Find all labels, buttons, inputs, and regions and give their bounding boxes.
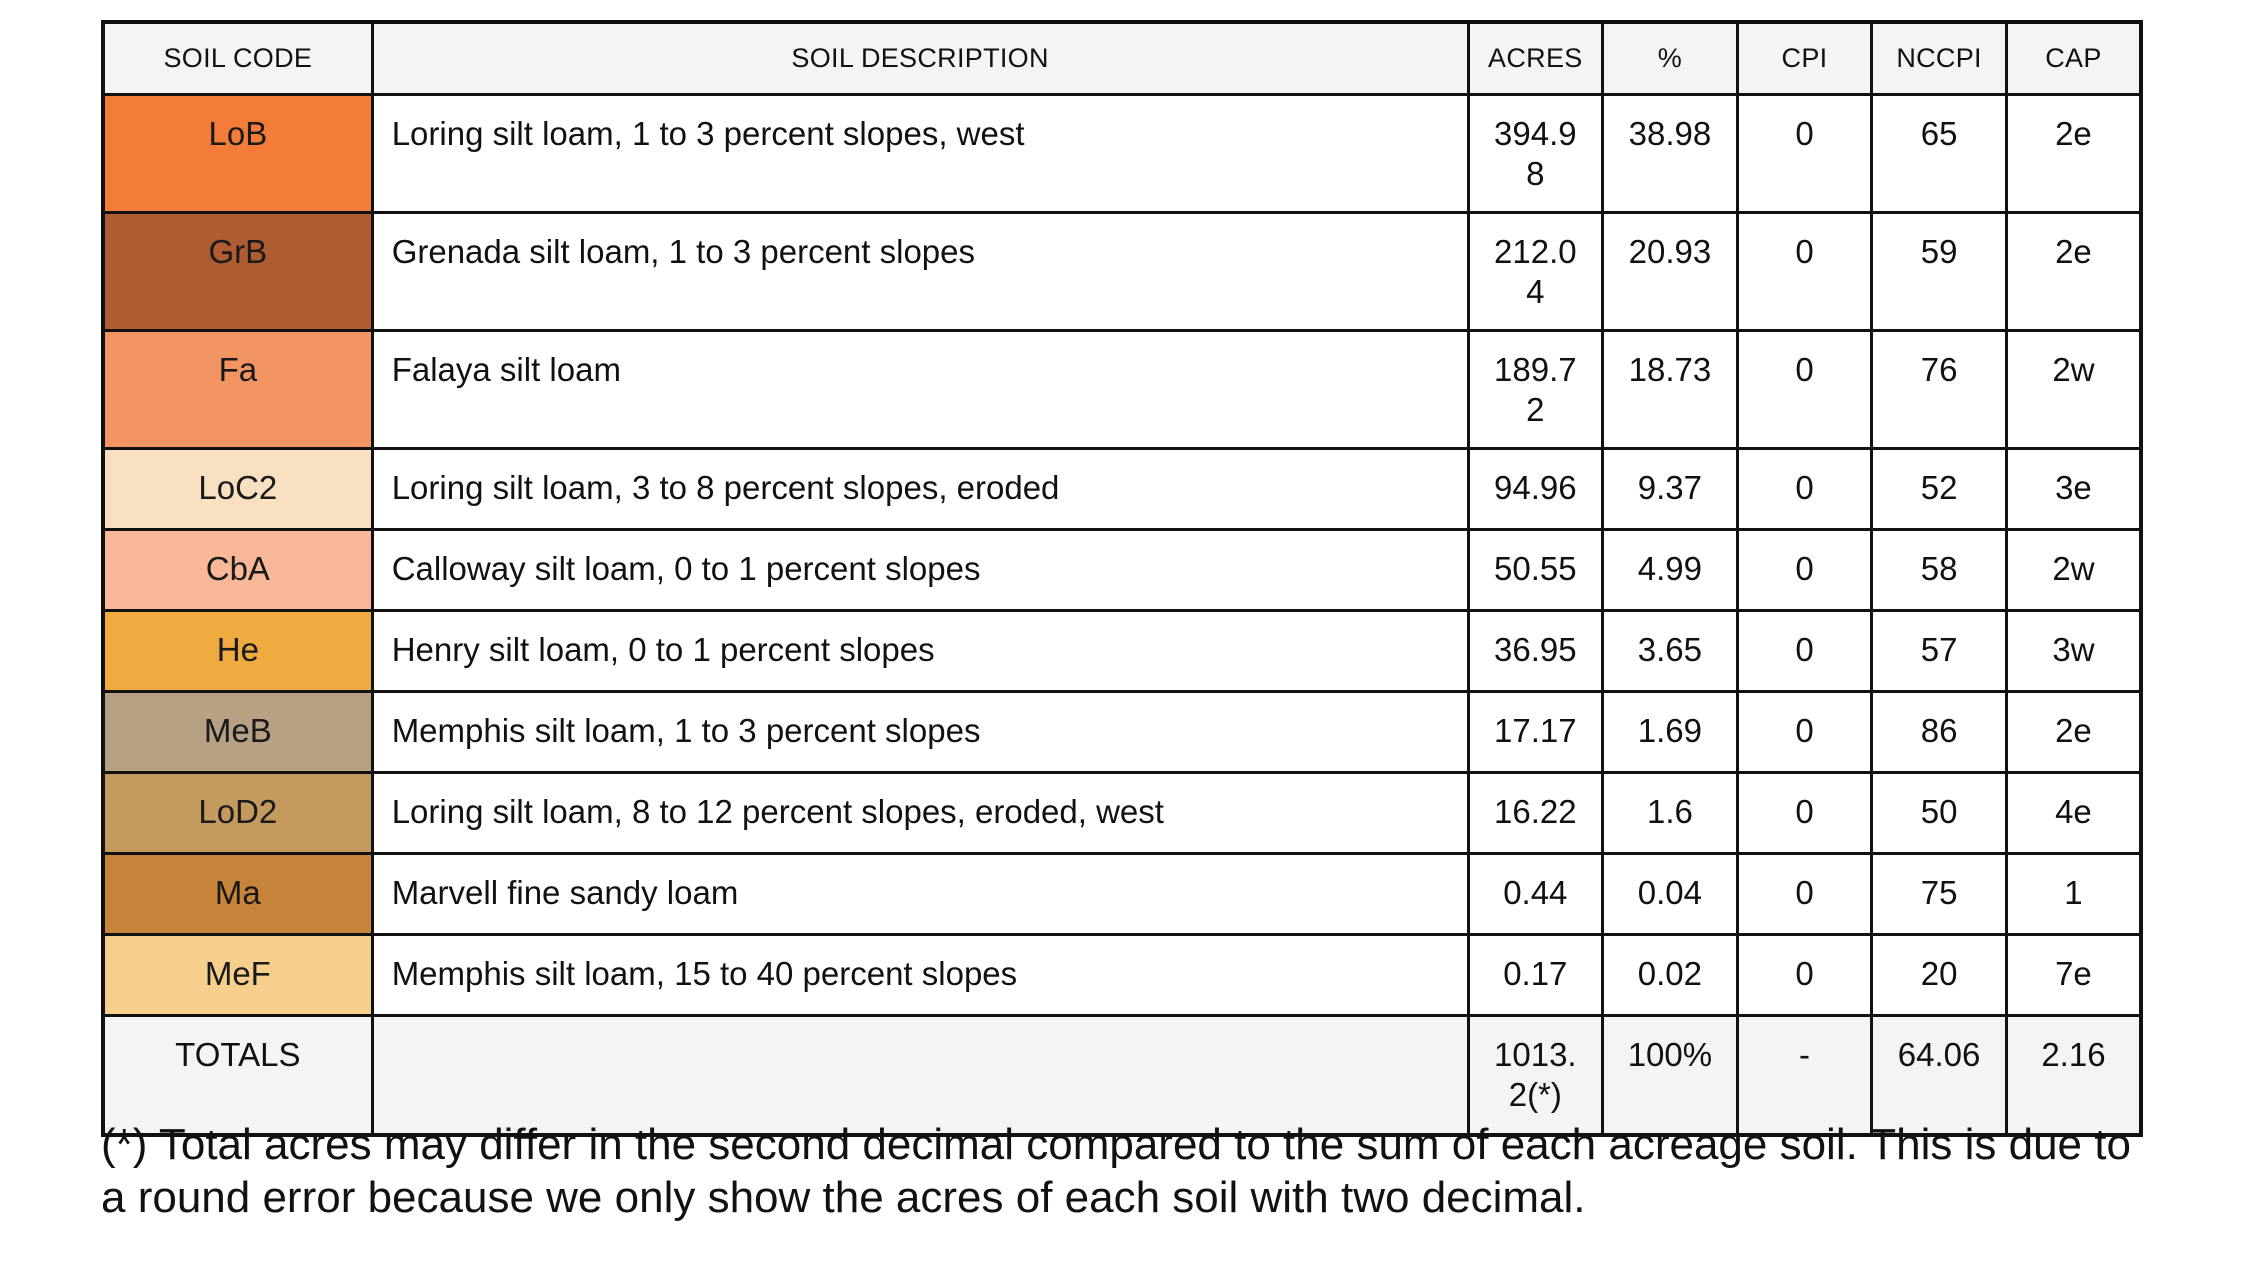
header-soil-code: SOIL CODE (103, 22, 372, 95)
acres-value: 0.44 (1503, 874, 1568, 911)
table-row (103, 692, 2141, 773)
cap-cell: 7e (2006, 935, 2141, 1016)
nccpi-cell: 52 (1872, 449, 2007, 530)
totals-acres: 1013.2(*) (1494, 1036, 1577, 1113)
cpi-cell: 0 (1737, 331, 1872, 449)
cpi-cell: 0 (1737, 611, 1872, 692)
soil-code-cell: Fa (103, 331, 372, 449)
soil-description-cell: Loring silt loam, 1 to 3 percent slopes, west (372, 95, 1468, 213)
cap-cell: 1 (2006, 854, 2141, 935)
soil-description-cell: Falaya silt loam (372, 331, 1468, 449)
totals-label: TOTALS (103, 1016, 372, 1136)
soil-code-cell: LoB (103, 95, 372, 213)
cpi-cell: 0 (1737, 449, 1872, 530)
soil-code-cell: GrB (103, 213, 372, 331)
totals-nccpi: 64.06 (1872, 1016, 2007, 1136)
header-soil-description: SOIL DESCRIPTION (372, 22, 1468, 95)
nccpi-cell: 57 (1872, 611, 2007, 692)
table-row (103, 773, 2141, 854)
cpi-cell: 0 (1737, 935, 1872, 1016)
soil-description-cell: Marvell fine sandy loam (372, 854, 1468, 935)
soil-code-cell: He (103, 611, 372, 692)
soil-code-cell: CbA (103, 530, 372, 611)
cap-cell: 2e (2006, 213, 2141, 331)
acres-value: 50.55 (1494, 550, 1577, 587)
nccpi-cell: 58 (1872, 530, 2007, 611)
acres-cell (1468, 449, 1603, 530)
header-cap: CAP (2006, 22, 2141, 95)
soil-code-cell: MeF (103, 935, 372, 1016)
percent-cell: 18.73 (1603, 331, 1738, 449)
soil-code-cell: LoC2 (103, 449, 372, 530)
table-row (103, 213, 2141, 331)
header-nccpi: NCCPI (1872, 22, 2007, 95)
nccpi-cell: 65 (1872, 95, 2007, 213)
percent-cell: 0.04 (1603, 854, 1738, 935)
table-row (103, 530, 2141, 611)
cap-cell: 2w (2006, 331, 2141, 449)
acres-value: 16.22 (1494, 793, 1577, 830)
soil-description-cell: Calloway silt loam, 0 to 1 percent slopes (372, 530, 1468, 611)
percent-cell: 1.69 (1603, 692, 1738, 773)
soil-code-cell: Ma (103, 854, 372, 935)
nccpi-cell: 86 (1872, 692, 2007, 773)
acres-value: 94.96 (1494, 469, 1577, 506)
acres-cell (1468, 95, 1603, 213)
cpi-cell: 0 (1737, 213, 1872, 331)
cap-cell: 2e (2006, 95, 2141, 213)
cap-cell: 2e (2006, 692, 2141, 773)
percent-cell: 3.65 (1603, 611, 1738, 692)
cap-cell: 3w (2006, 611, 2141, 692)
acres-cell (1468, 935, 1603, 1016)
soil-code-cell: LoD2 (103, 773, 372, 854)
acres-value: 394.98 (1494, 115, 1577, 192)
cap-cell: 3e (2006, 449, 2141, 530)
soil-description-cell: Loring silt loam, 8 to 12 percent slopes, eroded, west (372, 773, 1468, 854)
footnote: (*) Total acres may differ in the second decimal compared to the sum of each acreage soil. This is due to a round error because we only show the acres of each soil with two decimal. (101, 1120, 2131, 1222)
table-row (103, 854, 2141, 935)
acres-cell (1468, 213, 1603, 331)
acres-value: 212.04 (1494, 233, 1577, 310)
table-row (103, 95, 2141, 213)
cpi-cell: 0 (1737, 95, 1872, 213)
soil-table (101, 20, 2143, 1137)
table-row (103, 331, 2141, 449)
nccpi-cell: 76 (1872, 331, 2007, 449)
acres-value: 36.95 (1494, 631, 1577, 668)
percent-cell: 20.93 (1603, 213, 1738, 331)
cap-cell: 2w (2006, 530, 2141, 611)
acres-cell (1468, 692, 1603, 773)
cpi-cell: 0 (1737, 854, 1872, 935)
percent-cell: 1.6 (1603, 773, 1738, 854)
percent-cell: 0.02 (1603, 935, 1738, 1016)
totals-cap: 2.16 (2006, 1016, 2141, 1136)
header-cpi: CPI (1737, 22, 1872, 95)
acres-value: 189.72 (1494, 351, 1577, 428)
soil-description-cell: Henry silt loam, 0 to 1 percent slopes (372, 611, 1468, 692)
percent-cell: 38.98 (1603, 95, 1738, 213)
header-acres: ACRES (1468, 22, 1603, 95)
soil-description-cell: Loring silt loam, 3 to 8 percent slopes, eroded (372, 449, 1468, 530)
acres-cell (1468, 773, 1603, 854)
soil-description-cell: Grenada silt loam, 1 to 3 percent slopes (372, 213, 1468, 331)
cap-cell: 4e (2006, 773, 2141, 854)
acres-value: 17.17 (1494, 712, 1577, 749)
acres-cell (1468, 854, 1603, 935)
nccpi-cell: 20 (1872, 935, 2007, 1016)
totals-percent: 100% (1603, 1016, 1738, 1136)
soil-code-cell: MeB (103, 692, 372, 773)
totals-cpi: - (1737, 1016, 1872, 1136)
percent-cell: 9.37 (1603, 449, 1738, 530)
acres-cell (1468, 611, 1603, 692)
nccpi-cell: 59 (1872, 213, 2007, 331)
cpi-cell: 0 (1737, 692, 1872, 773)
header-percent: % (1603, 22, 1738, 95)
soil-description-cell: Memphis silt loam, 15 to 40 percent slopes (372, 935, 1468, 1016)
table-row (103, 449, 2141, 530)
acres-cell (1468, 530, 1603, 611)
cpi-cell: 0 (1737, 773, 1872, 854)
table-row (103, 611, 2141, 692)
cpi-cell: 0 (1737, 530, 1872, 611)
soil-description-cell: Memphis silt loam, 1 to 3 percent slopes (372, 692, 1468, 773)
nccpi-cell: 50 (1872, 773, 2007, 854)
percent-cell: 4.99 (1603, 530, 1738, 611)
header-row (103, 22, 2141, 95)
acres-cell (1468, 331, 1603, 449)
nccpi-cell: 75 (1872, 854, 2007, 935)
table-row (103, 935, 2141, 1016)
acres-value: 0.17 (1503, 955, 1568, 992)
